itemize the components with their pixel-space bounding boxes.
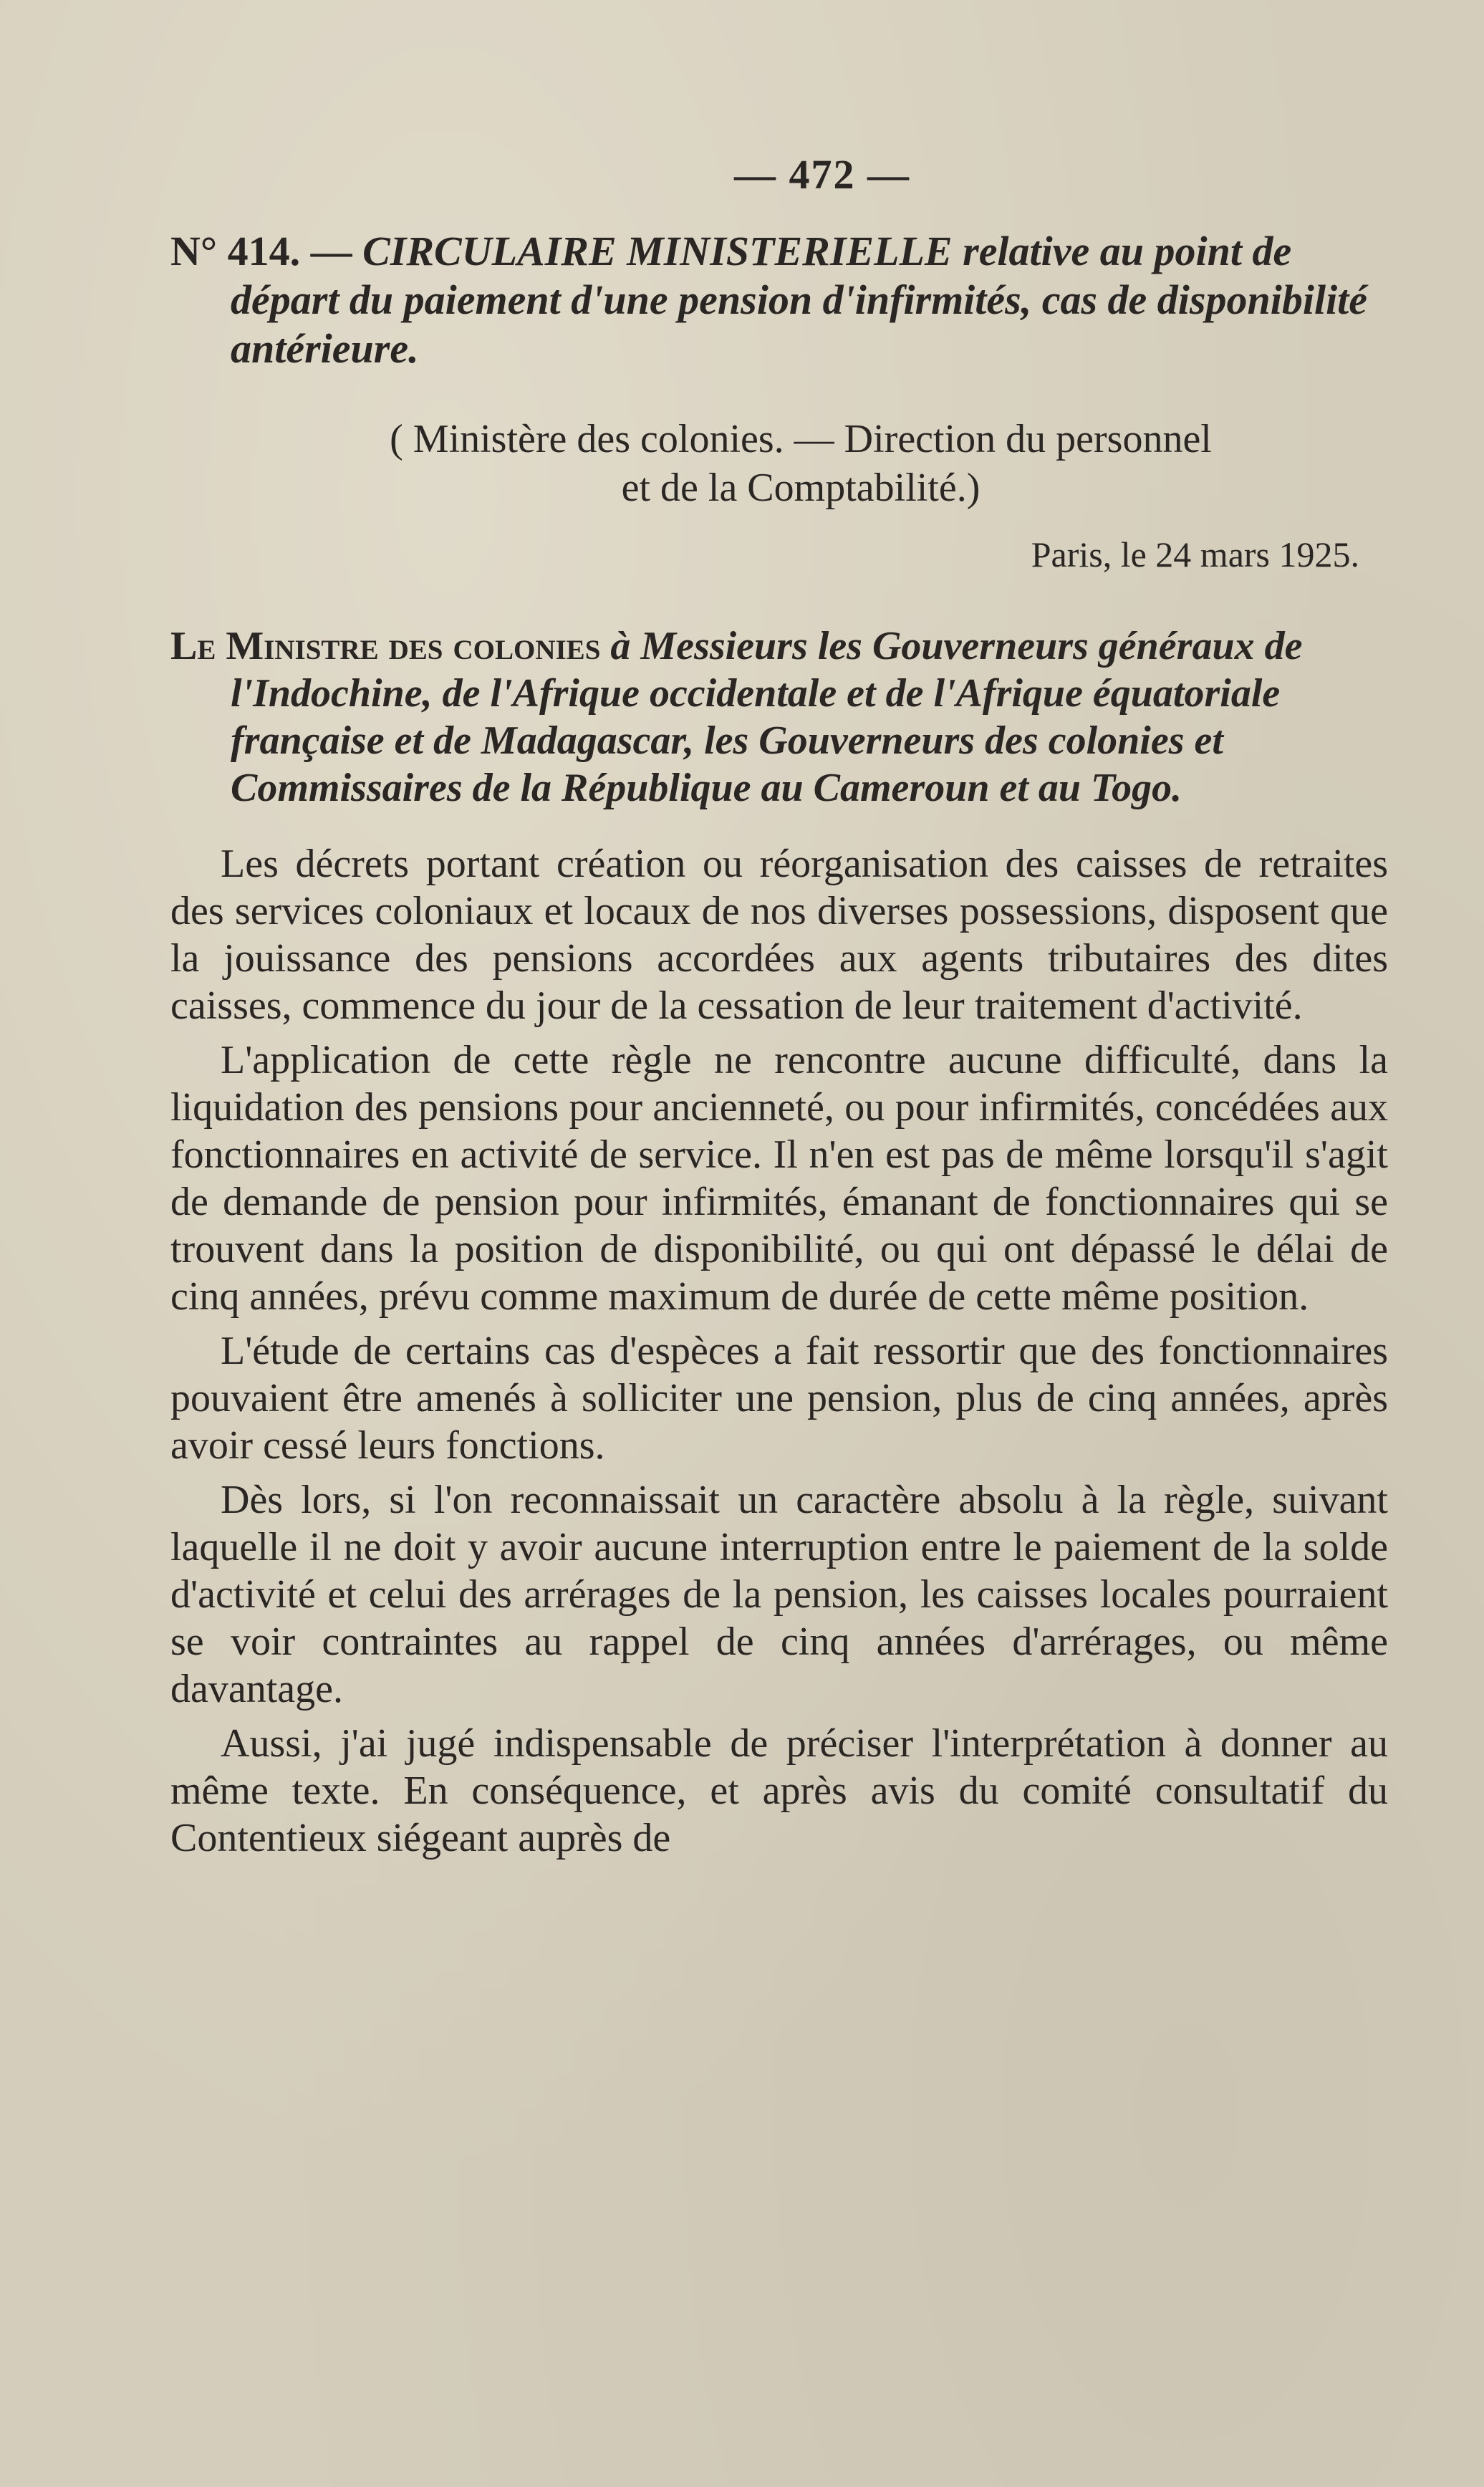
ministry-line	[170, 415, 1388, 512]
page-content	[170, 150, 1388, 1869]
circular-title: CIRCULAIRE MINISTERIELLE relative au point de départ du paiement d'une pension d'infirmités, cas de disponibilité antérieure.	[231, 228, 1368, 372]
ministry-line-2: et de la Comptabilité.)	[621, 466, 980, 510]
address-sender: Le Ministre des colonies	[170, 624, 601, 668]
address-block	[170, 622, 1388, 812]
body-paragraph-2: L'application de cette règle ne rencontre aucune difficulté, dans la liquidation des pensions pour ancienneté, ou pour infirmités, concédées aux fonctionnaires en activité de service. Il n'en est pas de même lorsqu'il s'agit de demande de pension pour infirmités, émanant de fonctionnaires qui se trouvent dans la position de disponibilité, ou qui ont dépassé le délai de cinq années, prévu comme maximum de durée de cette même position.	[170, 1038, 1388, 1319]
address-recipients: à Messieurs les Gouverneurs généraux de l'Indochine, de l'Afrique occidentale et de l'Afrique équatoriale française et de Madagascar, les Gouverneurs des colonies et Commissaires de la République au Cameroun et au Togo.	[231, 624, 1303, 810]
body-paragraph-4: Dès lors, si l'on reconnaissait un caractère absolu à la règle, suivant laquelle il ne doit y avoir aucune interruption entre le paiement de la solde d'activité et celui des arrérages de la pension, les caisses locales pourraient se voir contraintes au rappel de cinq années d'arrérages, ou même davantage.	[170, 1478, 1388, 1711]
page-number: — 472 —	[734, 151, 910, 198]
body-paragraph-3: L'étude de certains cas d'espèces a fait ressortir que des fonctionnaires pouvaient être amenés à solliciter une pension, plus de cinq années, après avoir cessé leurs fonctions.	[170, 1329, 1388, 1468]
body-paragraph-1: Les décrets portant création ou réorganisation des caisses de retraites des services coloniaux et locaux de nos diverses possessions, disposent que la jouissance des pensions accordées aux agents tributaires des dites caisses, commence du jour de la cessation de leur traitement d'activité.	[170, 842, 1388, 1028]
circular-number: N° 414. —	[170, 228, 352, 274]
circular-heading	[170, 227, 1388, 373]
date-line: Paris, le 24 mars 1925.	[1031, 534, 1359, 574]
body-paragraph-5: Aussi, j'ai jugé indispensable de préciser l'interprétation à donner au même texte. En conséquence, et après avis du comité consultatif du Contentieux siégeant auprès de	[170, 1721, 1388, 1860]
ministry-line-1: ( Ministère des colonies. — Direction du personnel	[390, 417, 1212, 461]
